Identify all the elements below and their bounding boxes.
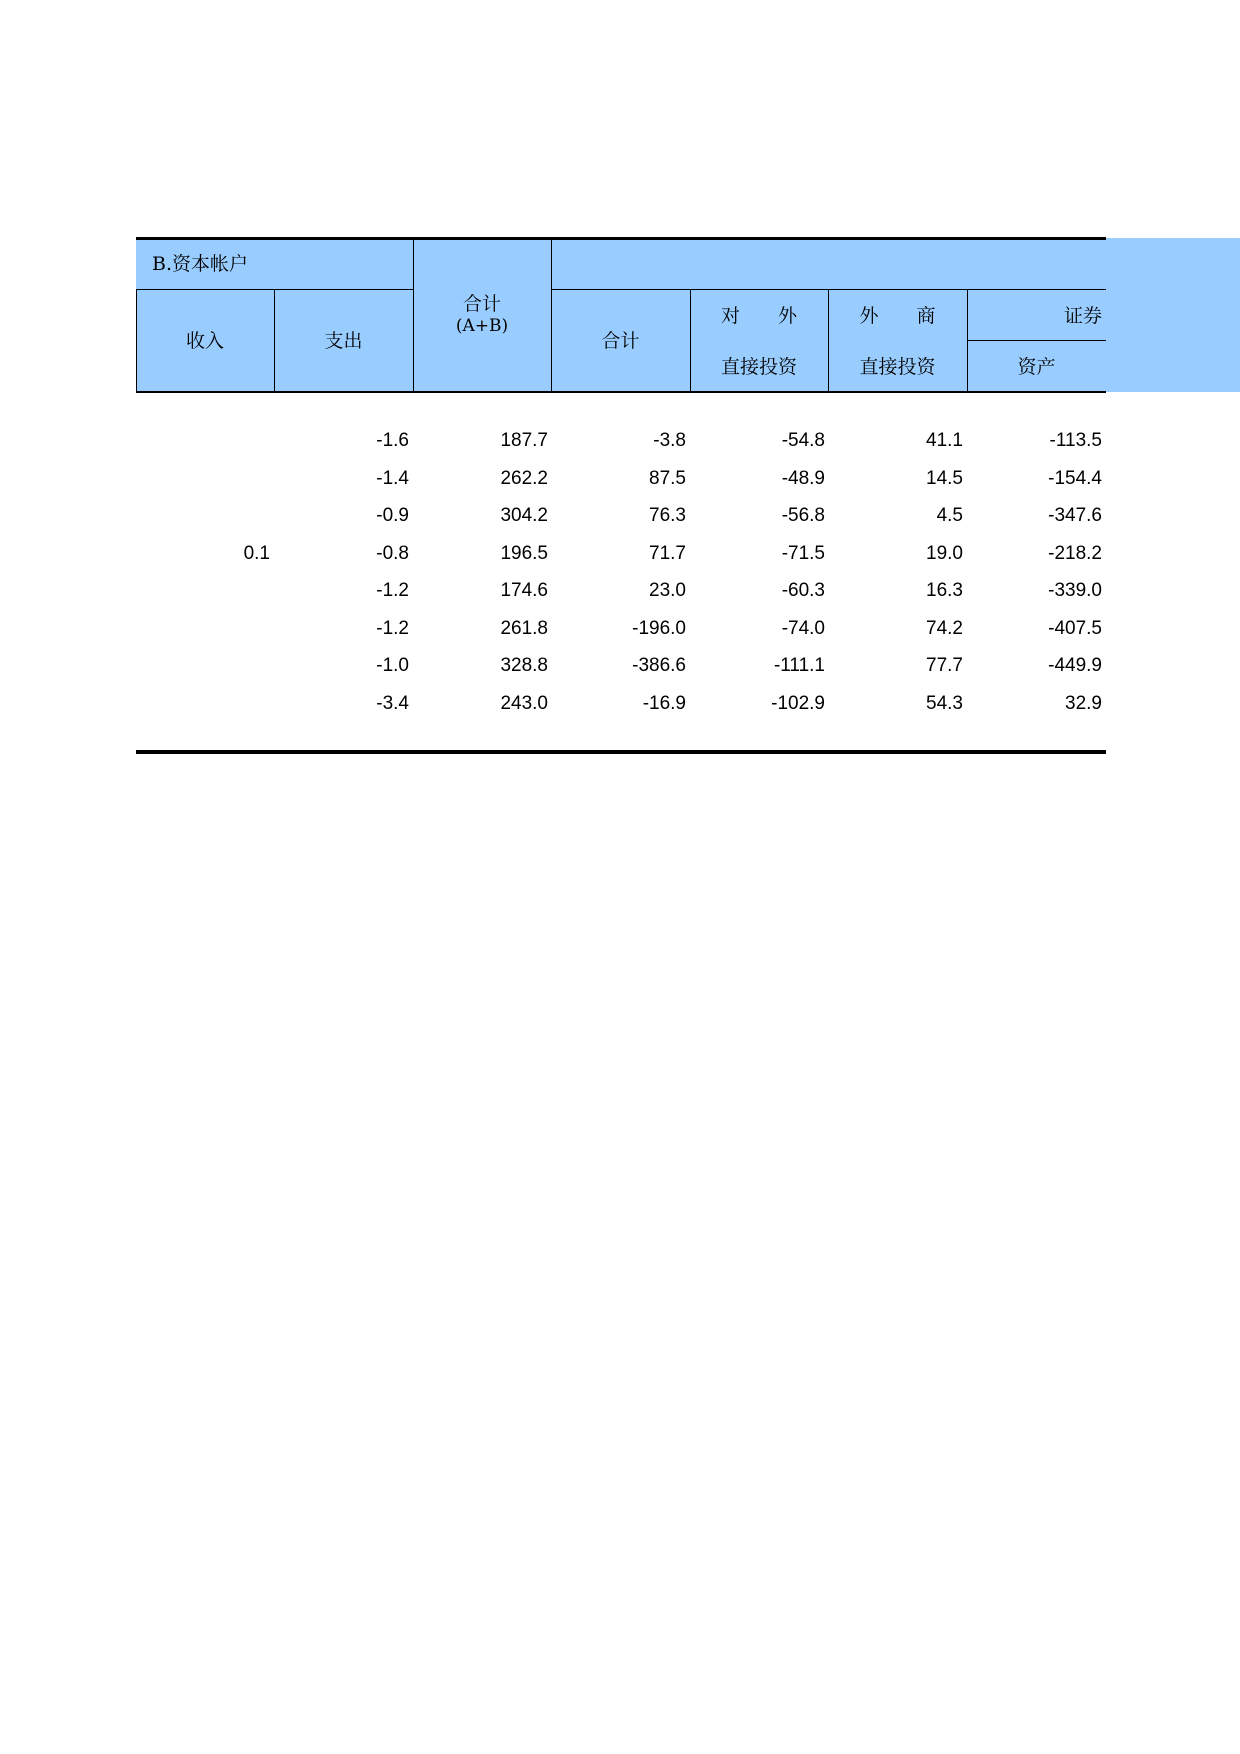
col-receipts-header: 收入 <box>185 330 224 352</box>
table-cell: -1.6 <box>376 430 409 451</box>
table-cell: -71.5 <box>781 542 825 564</box>
table-cell: -386.6 <box>632 655 686 676</box>
securities-underline <box>967 340 1106 341</box>
col-securities-header: 证券 <box>1064 305 1103 327</box>
table-cell: 54.3 <box>926 692 963 714</box>
table-cell: -48.9 <box>781 467 825 489</box>
table-cell: 77.7 <box>926 655 963 676</box>
table-cell: 71.7 <box>649 542 686 564</box>
table-cell: -113.5 <box>1049 430 1102 451</box>
table-cell: 196.5 <box>500 542 548 564</box>
table-cell: -74.0 <box>781 617 825 639</box>
col-total-ab-header: 合计 <box>462 293 501 315</box>
header-bottom-rule <box>136 391 1106 393</box>
table-cell: 0.1 <box>243 542 270 564</box>
table-cell: 19.0 <box>926 542 963 564</box>
table-cell: -449.9 <box>1048 655 1102 676</box>
table-cell: -111.1 <box>773 655 825 676</box>
header-divider <box>551 239 552 392</box>
col-securities-assets-header: 资产 <box>1017 356 1056 378</box>
col-inward-fdi-header: 外 商 <box>859 305 936 327</box>
table-cell: 87.5 <box>649 467 686 489</box>
table-cell: 23.0 <box>649 580 686 601</box>
table-cell: -339.0 <box>1048 580 1102 601</box>
table-cell: 32.9 <box>1065 692 1102 714</box>
table-cell: -347.6 <box>1048 505 1102 526</box>
header-overflow-band <box>1106 238 1240 392</box>
table-cell: 262.2 <box>500 467 548 489</box>
col-expenditure-header: 支出 <box>324 330 363 352</box>
col-total-ab-subheader: (A+B) <box>455 316 509 336</box>
table-cell: -154.4 <box>1048 467 1102 489</box>
table-cell: -1.4 <box>376 467 409 489</box>
table-cell: -60.3 <box>781 580 825 601</box>
table-cell: -56.8 <box>781 505 825 526</box>
table-cell: -1.0 <box>376 655 409 676</box>
table-cell: 328.8 <box>500 655 548 676</box>
table-bottom-rule <box>136 750 1106 754</box>
table-cell: -3.4 <box>376 692 409 714</box>
table-cell: 41.1 <box>926 430 963 451</box>
col-outward-fdi-subheader: 直接投资 <box>720 356 797 378</box>
table-cell: -196.0 <box>632 617 686 639</box>
table-cell: 14.5 <box>926 467 963 489</box>
table-cell: 4.5 <box>936 505 963 526</box>
table-cell: 174.6 <box>500 580 548 601</box>
table-cell: 187.7 <box>500 430 548 451</box>
group-c-underline <box>552 289 1106 290</box>
table-cell: -1.2 <box>376 580 409 601</box>
table-cell: 304.2 <box>500 505 548 526</box>
table-cell: -218.2 <box>1048 542 1102 564</box>
col-inward-fdi-subheader: 直接投资 <box>859 356 936 378</box>
table-cell: -102.9 <box>771 692 825 714</box>
table-cell: 74.2 <box>926 617 963 639</box>
table-top-rule <box>136 237 1106 240</box>
col-total-header: 合计 <box>601 330 640 352</box>
table-cell: -54.8 <box>781 430 825 451</box>
table-cell: -16.9 <box>642 692 686 714</box>
table-cell: 16.3 <box>926 580 963 601</box>
table-cell: -0.9 <box>376 505 409 526</box>
table-cell: -0.8 <box>376 542 409 564</box>
table-cell: 261.8 <box>500 617 548 639</box>
col-outward-fdi-header: 对 外 <box>720 305 797 327</box>
table-cell: -1.2 <box>376 617 409 639</box>
group-b-label: B.资本帐户 <box>152 253 249 275</box>
table-cell: -3.8 <box>653 430 686 451</box>
table-cell: 243.0 <box>500 692 548 714</box>
table-cell: -407.5 <box>1048 617 1102 639</box>
table-cell: 76.3 <box>649 505 686 526</box>
